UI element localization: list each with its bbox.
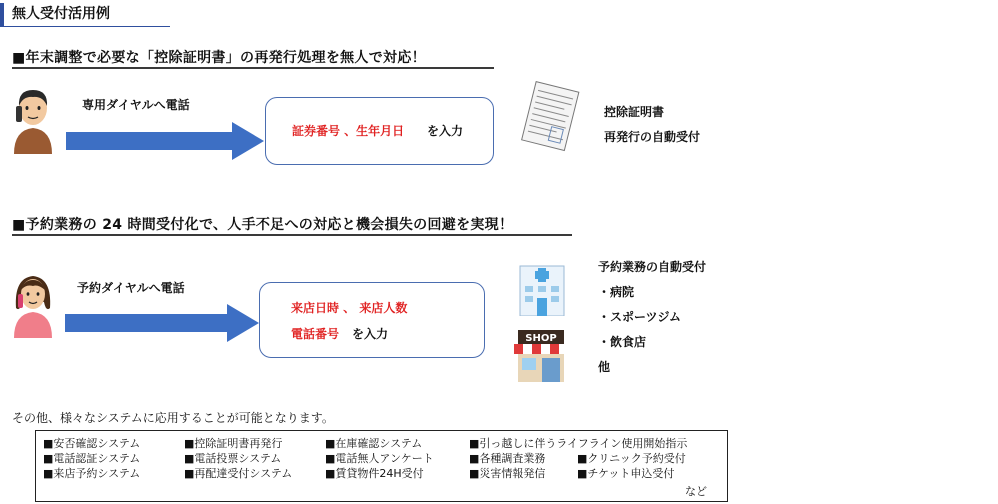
section2-results-item: ・飲食店 [598,335,647,349]
system-item: ■各種調査業務 [469,452,546,465]
section2-heading: ■予約業務の 24 時間受付化で、人手不足への対応と機会損失の回避を実現！ [12,217,514,233]
system-item: ■賃貸物件24H受付 [325,467,424,480]
system-item: ■在庫確認システム [325,437,423,450]
system-item: ■電話無人アンケート [325,452,434,465]
system-item: ■災害情報発信 [469,467,546,480]
shop-icon [512,328,570,382]
section1-input-box [265,97,494,165]
system-item: ■チケット申込受付 [577,467,675,480]
section2-input-suffix: を入力 [352,327,389,341]
woman-phone-icon [10,272,56,338]
system-item: ■電話投票システム [184,452,282,465]
section1-result-line1: 控除証明書 [604,105,665,119]
system-item: ■電話認証システム [43,452,141,465]
section1-rule [12,67,494,69]
hospital-icon [516,258,568,316]
system-item: ■控除証明書再発行 [184,437,283,450]
section2-results-title: 予約業務の自動受付 [598,260,707,274]
system-item: ■来店予約システム [43,467,141,480]
section2-results-item: ・病院 [598,285,635,299]
section2-input-box [259,282,485,358]
section1-heading: ■年末調整で必要な「控除証明書」の再発行処理を無人で対応！ [12,50,426,66]
system-item: ■再配達受付システム [184,467,293,480]
section2-results [598,255,706,380]
arrow-right-icon [65,304,259,342]
arrow-right-icon [66,122,264,160]
section1-result [604,100,700,150]
section2-caller-caption: 予約ダイヤルへ電話 [77,281,185,295]
system-list-etc: など [685,485,707,498]
system-item: ■クリニック予約受付 [577,452,686,465]
man-phone-icon [10,86,56,154]
section2-results-other: 他 [598,360,611,374]
section1-input-red-text: 証券番号 、生年月日 [292,124,405,138]
system-item: ■引っ越しに伴うライフライン使用開始指示 [469,437,688,450]
section1-result-line2: 再発行の自動受付 [604,130,701,144]
section1-input-suffix: を入力 [427,124,464,138]
section2-results-item: ・スポーツジム [598,310,682,324]
system-item: ■安否確認システム [43,437,141,450]
shop-sign-text: SHOP [525,333,557,344]
certificate-document-icon [518,80,582,154]
section2-rule [12,234,572,236]
system-list-box [35,430,728,502]
page-title: 無人受付活用例 [0,3,170,27]
section2-input-red-line2: 電話番号 [291,327,340,341]
section1-caller-caption: 専用ダイヤルへ電話 [82,98,190,112]
footer-lead: その他、様々なシステムに応用することが可能となります。 [12,411,334,425]
section2-input-red-line1: 来店日時 、 来店人数 [291,301,408,315]
